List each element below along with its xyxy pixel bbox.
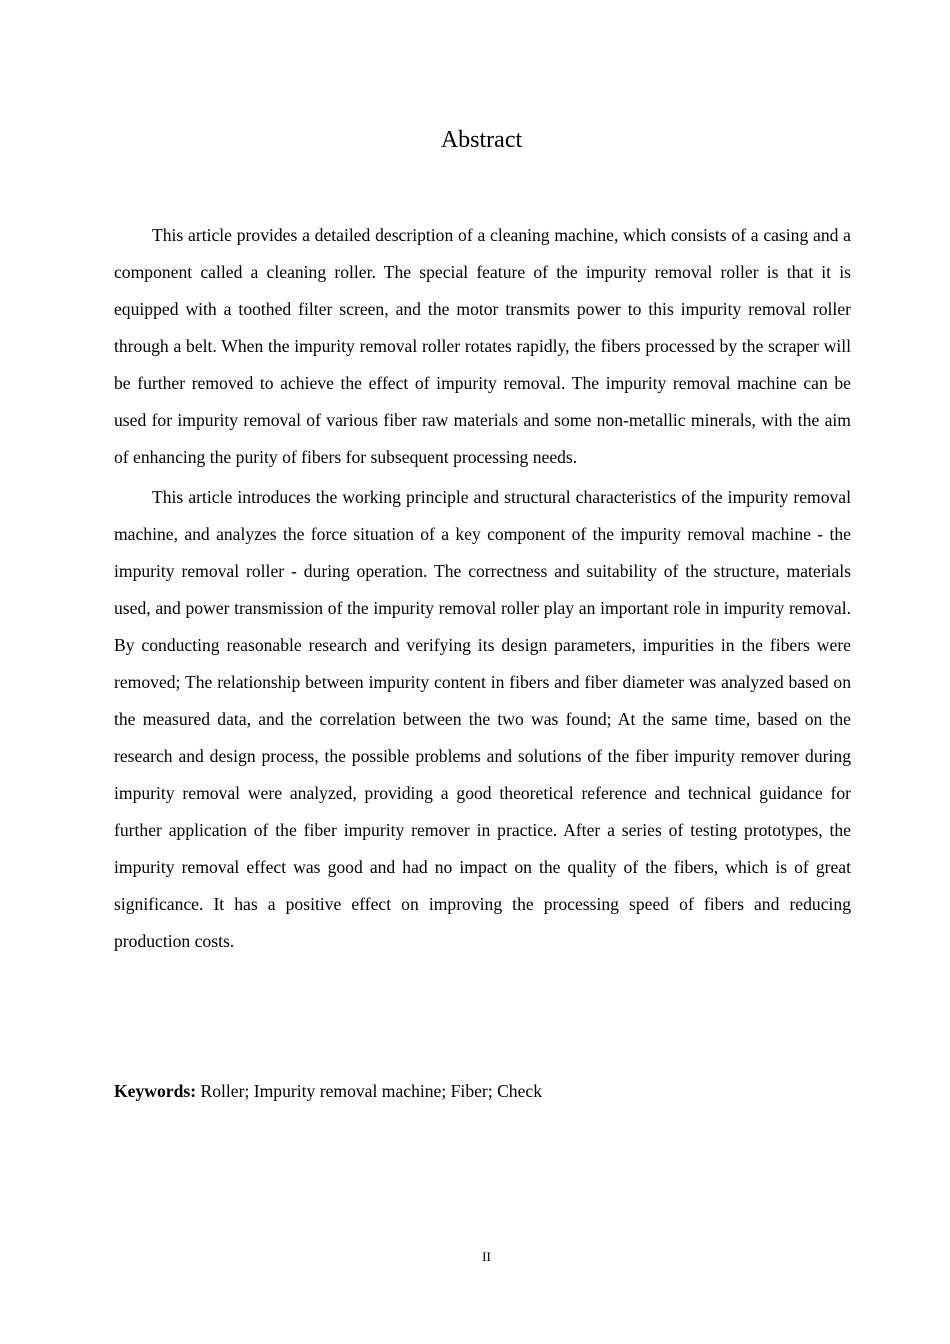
page-title: Abstract bbox=[440, 127, 523, 153]
abstract-paragraph-1: This article provides a detailed description of a cleaning machine, which consists of a casing and a component called a cleaning roller. The special feature of the impurity removal roller is that it is equipped with a toothed filter screen, and the motor transmits power to this impurity removal roller through a belt. When the impurity removal roller rotates rapidly, the fibers processed by the scraper will be further removed to achieve the effect of impurity removal. The impurity removal machine can be used for impurity removal of various fiber raw materials and some non-metallic minerals, with the aim of enhancing the purity of fibers for subsequent processing needs. bbox=[114, 225, 851, 467]
page-number: II bbox=[482, 1249, 491, 1264]
keywords-line bbox=[114, 1076, 851, 1106]
keywords-value: Roller; Impurity removal machine; Fiber; Check bbox=[200, 1081, 543, 1101]
abstract-paragraph-2: This article introduces the working principle and structural characteristics of the impurity removal machine, and analyzes the force situation of a key component of the impurity removal machine - the impurity removal roller - during operation. The correctness and suitability of the structure, materials used, and power transmission of the impurity removal roller play an important role in impurity removal. By conducting reasonable research and verifying its design parameters, impurities in the fibers were removed; The relationship between impurity content in fibers and fiber diameter was analyzed based on the measured data, and the correlation between the two was found; At the same time, based on the research and design process, the possible problems and solutions of the fiber impurity remover during impurity removal were analyzed, providing a good theoretical reference and technical guidance for further application of the fiber impurity remover in practice. After a series of testing prototypes, the impurity removal effect was good and had no impact on the quality of the fibers, which is of great significance. It has a positive effect on improving the processing speed of fibers and reducing production costs. bbox=[114, 487, 851, 951]
abstract-body bbox=[114, 217, 851, 963]
keywords-label: Keywords: bbox=[114, 1081, 197, 1101]
